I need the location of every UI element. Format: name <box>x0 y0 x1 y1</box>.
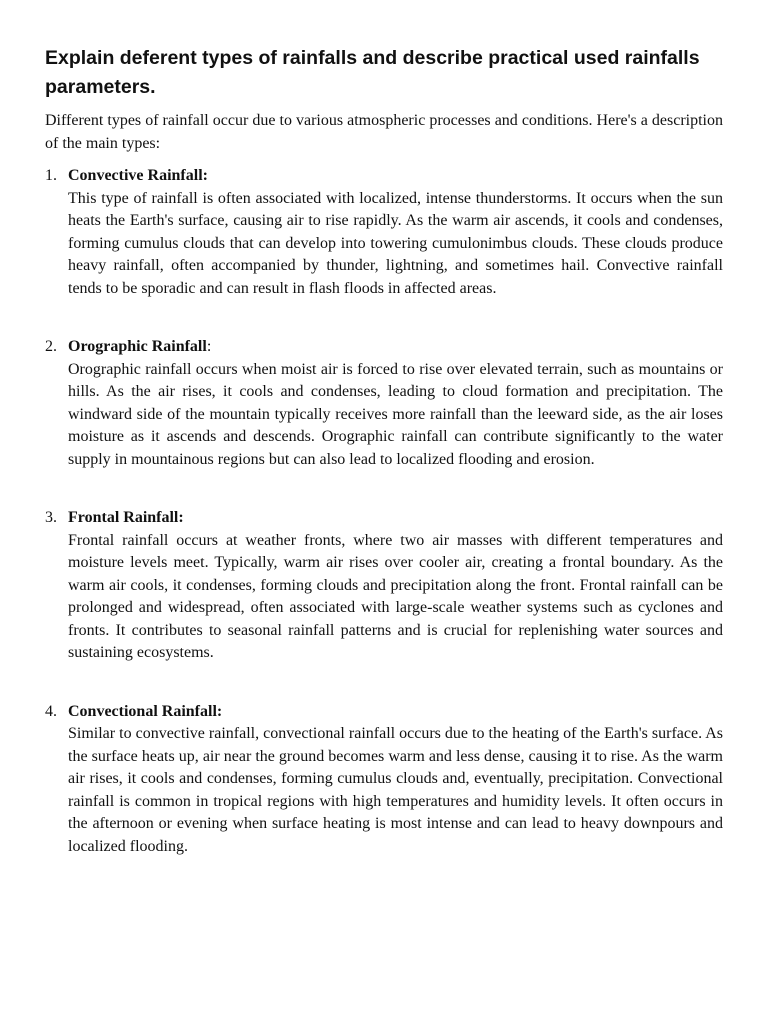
list-item-orographic <box>45 336 723 471</box>
item-heading-text: Orographic Rainfall <box>68 338 207 355</box>
list-item-convectional <box>45 701 723 859</box>
rainfall-types-list <box>45 165 723 858</box>
item-heading-suffix: : <box>206 338 212 355</box>
item-heading <box>68 701 723 724</box>
item-description: Similar to convective rainfall, convectional rainfall occurs due to the heating of the Earth's surface. As the surface heats up, air near the ground becomes warm and less dense, causing it to rise. As the warm air rises, it cools and condenses, forming cumulus clouds and, eventually, precipitation. Convectional rainfall is common in tropical regions with high temperatures and humidity levels. It often occurs in the afternoon or evening when surface heating is most intense and can lead to heavy downpours and localized flooding. <box>68 725 723 855</box>
list-number: 4. <box>45 702 57 720</box>
document-page <box>45 44 723 858</box>
list-number: 1. <box>45 167 57 184</box>
list-item-frontal <box>45 507 723 665</box>
list-number: 3. <box>45 509 57 526</box>
item-description: Orographic rainfall occurs when moist air is forced to rise over elevated terrain, such as mountains or hills. As the air rises, it cools and condenses, leading to cloud formation and precipitation. The windward side of the mountain typically receives more rainfall than the leeward side, as the air loses moisture as it ascends and descends. Orographic rainfall can contribute significantly to the water supply in mountainous regions but can also lead to localized flooding and erosion. <box>68 360 723 468</box>
item-heading-text: Frontal Rainfall: <box>68 509 184 526</box>
document-title: Explain deferent types of rainfalls and describe practical used rainfalls parameters. <box>45 47 700 98</box>
intro-paragraph: Different types of rainfall occur due to various atmospheric processes and conditions. Here's a description of the main types: <box>45 112 723 152</box>
list-number: 2. <box>45 338 57 355</box>
item-description: This type of rainfall is often associated with localized, intense thunderstorms. It occurs when the sun heats the Earth's surface, causing air to rise rapidly. As the warm air ascends, it cools and condenses, forming cumulus clouds that can develop into towering cumulonimbus clouds. These clouds produce heavy rainfall, often accompanied by thunder, lightning, and sometimes hail. Convective rainfall tends to be sporadic and can result in flash floods in affected areas. <box>68 189 723 297</box>
item-heading <box>68 507 723 530</box>
list-item-convective <box>45 165 723 300</box>
item-description: Frontal rainfall occurs at weather fronts, where two air masses with different temperatures and moisture levels meet. Typically, warm air rises over cooler air, creating a frontal boundary. As the warm air cools, it condenses, forming clouds and precipitation along the front. Frontal rainfall can be prolonged and widespread, often associated with large-scale weather systems such as cyclones and fronts. It contributes to seasonal rainfall patterns and is crucial for replenishing water sources and sustaining ecosystems. <box>68 531 723 661</box>
item-heading-text: Convective Rainfall: <box>68 167 208 184</box>
item-heading <box>68 336 723 359</box>
item-heading-text: Convectional Rainfall: <box>68 702 223 720</box>
item-heading <box>68 165 723 188</box>
